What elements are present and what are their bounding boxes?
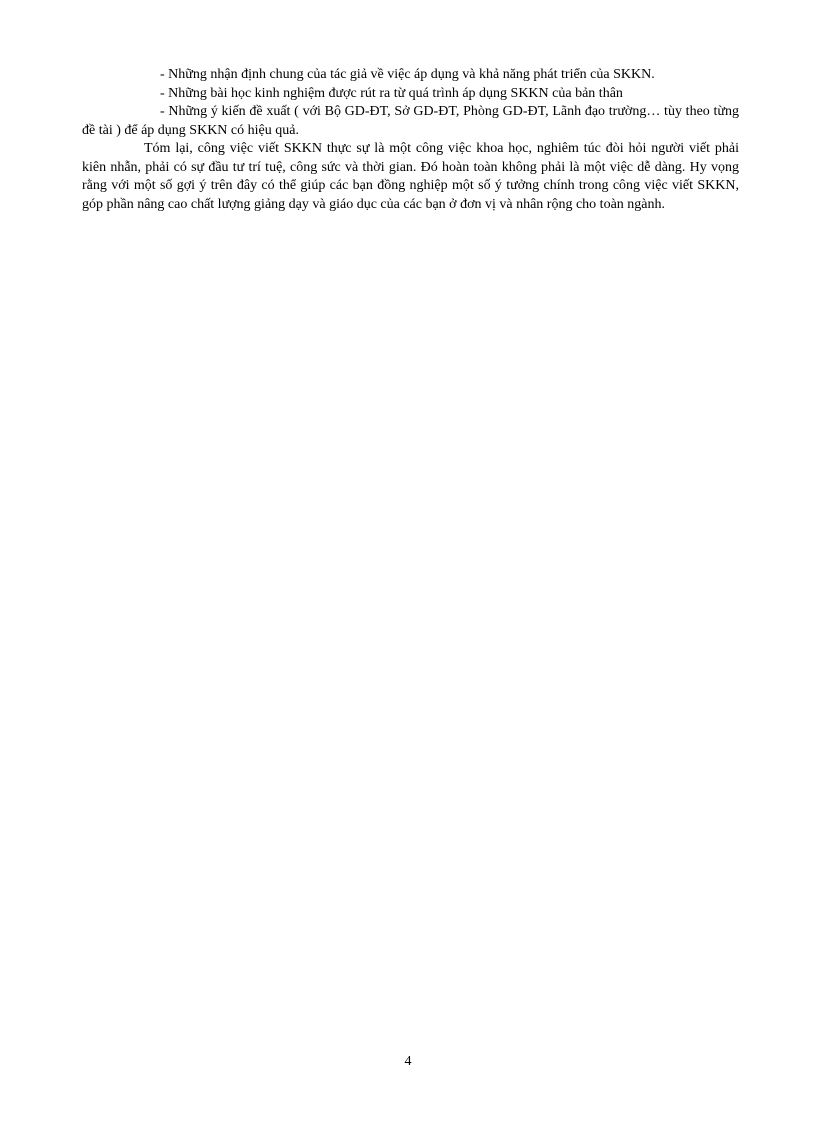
bullet-general-assessment: - Những nhận định chung của tác giả về việc áp dụng và khả năng phát triển của SKKN. <box>160 67 655 82</box>
page-content <box>82 66 739 214</box>
page-number: 4 <box>404 1054 412 1069</box>
bullet-lessons-learned: - Những bài học kinh nghiệm được rút ra từ quá trình áp dụng SKKN của bản thân <box>160 85 623 101</box>
bullet-proposals: - Những ý kiến đề xuất ( với Bộ GD-ĐT, Sở GD-ĐT, Phòng GD-ĐT, Lãnh đạo trường… tùy theo từng đề tài ) để áp dụng SKKN có hiệu quả. <box>82 104 739 138</box>
conclusion-paragraph: Tóm lại, công việc viết SKKN thực sự là một công việc khoa học, nghiêm túc đòi hỏi người viết phải kiên nhẫn, phải có sự đầu tư trí tuệ, công sức và thời gian. Đó hoàn toàn không phải là một việc dễ dàng. Hy vọng rằng với một số gợi ý trên đây có thể giúp các bạn đồng nghiệp một số ý tưởng chính trong công việc viết SKKN, góp phần nâng cao chất lượng giảng dạy và giáo dục của các bạn ở đơn vị và nhân rộng cho toàn ngành. <box>82 141 739 212</box>
